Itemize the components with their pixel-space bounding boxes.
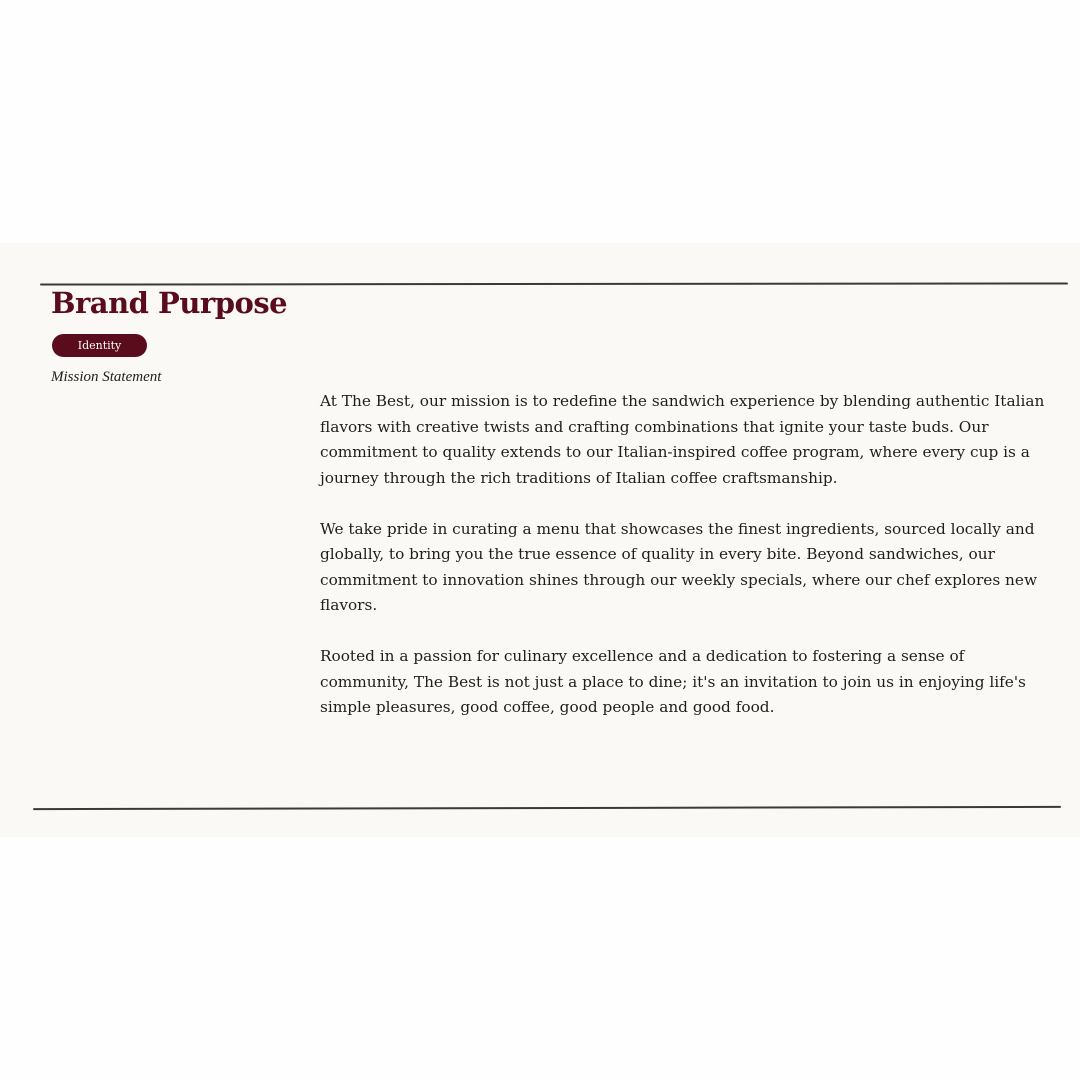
section-subtitle: Mission Statement [51,369,162,385]
mission-statement-body [320,389,1050,746]
section-title: Brand Purpose [51,286,288,320]
identity-badge: Identity [52,334,147,357]
community-paragraph: Rooted in a passion for culinary excellence and a dedication to fostering a sense of community, The Best is not just a place to dine; it's an invitation to join us in enjoying life's simple pleasures, good coffee, good people and good food. [320,647,1026,716]
brand-purpose-panel [0,243,1080,837]
mission-paragraph: At The Best, our mission is to redefine the sandwich experience by blending authentic Italian flavors with creative twists and crafting combinations that ignite your taste buds. Our commitment to quality extends to our Italian-inspired coffee program, where every cup is a journey through the rich traditions of Italian coffee craftsmanship. [320,392,1045,487]
bottom-divider [33,806,1061,810]
ingredients-paragraph: We take pride in curating a menu that showcases the finest ingredients, sourced locally and globally, to bring you the true essence of quality in every bite. Beyond sandwiches, our commitment to innovation shines through our weekly specials, where our chef explores new flavors. [320,519,1038,614]
